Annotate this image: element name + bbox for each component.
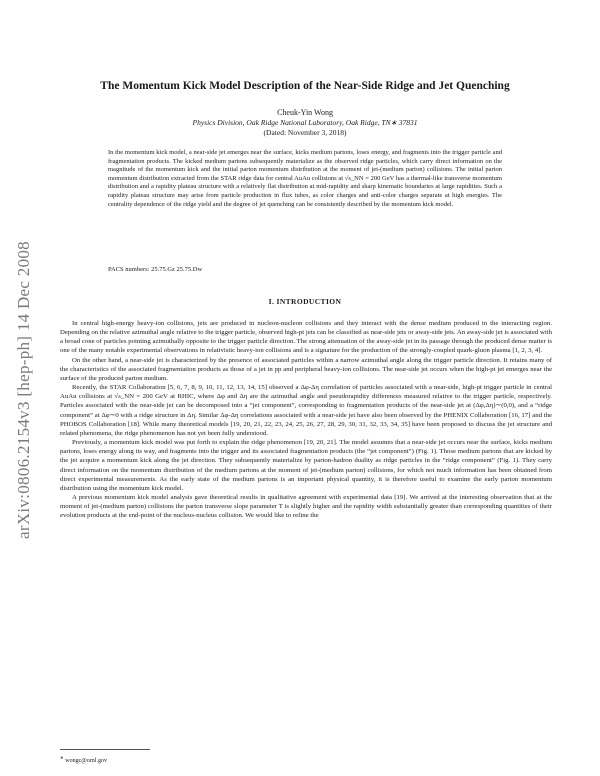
footnote-divider: [60, 749, 150, 750]
body-text: [60, 319, 552, 520]
section-heading: I. INTRODUCTION: [268, 297, 342, 306]
paragraph: A previous momentum kick model analysis gave theoretical results in qualitative agreement with experimental data [19]. We arrived at the interesting observation that at the moment of jet-(medium parton) collisions the parton transverse slope parameter T is slightly higher and the rapidity width substantially greater than corresponding quantities of their evolution products at the end-point of the nucleus-nucleus collision. We would like to refine the: [60, 493, 552, 520]
arxiv-identifier-text: arXiv:0806.2154v3 [hep-ph] 14 Dec 2008: [14, 241, 33, 539]
abstract: In the momentum kick model, a near-side jet emerges near the surface, kicks medium partons, loses energy, and fragments into the trigger particle and fragmentation products. The kicked medium partons subsequently materialize as the observed ridge particles, which carry direct information on the magnitude of the momentum kick and the initial parton momentum distribution at the moment of jet-(medium parton) collisions. The initial parton momentum distribution extracted from the STAR ridge data for central AuAu collisions at √s_NN = 200 GeV has a thermal-like transverse momentum distribution and a rapidity plateau structure with a relatively flat distribution at mid-rapidity and sharp kinematic boundaries at large rapidities. Such a rapidity plateau structure may arise from particle production in flux tubes, as color charges and anti-color charges separate at high energies. The centrality dependence of the ridge yield and the degree of jet quenching can be consistently described by the momentum kick model.: [108, 149, 502, 208]
footnote-marker: ∗: [60, 755, 64, 760]
arxiv-identifier: [4, 180, 44, 600]
paragraph: In central high-energy heavy-ion collisions, jets are produced in nucleon-nucleon collisions and they interact with the dense medium produced in the interacting region. Depending on the relative azimuthal angle relative to the trigger particle, observed high-pt jets can be classified as near-side jets or away-side jets. An away-side jet is associated with a broad cone of particles pointing azimuthally opposite to the trigger particle direction. The strong attenuation of the away-side jet in its passage through the produced dense matter is one of the many notable experimental observations in relativistic heavy-ion collisions and is a signature for the production of the strongly-coupled quark-gluon plasma [1, 2, 3, 4].: [60, 320, 552, 355]
date: (Dated: November 3, 2018): [263, 128, 347, 137]
author: Cheuk-Yin Wong: [277, 108, 333, 117]
affiliation: Physics Division, Oak Ridge National Laboratory, Oak Ridge, TN∗ 37831: [192, 118, 418, 127]
paragraph: Recently, the STAR Collaboration [5, 6, 7, 8, 9, 10, 11, 12, 13, 14, 15] observed a Δφ-Δη correlation of particles associated with a near-side, high-pt trigger particle in central AuAu collisions at √s_NN = 200 GeV at RHIC, where Δφ and Δη are the azimuthal angle and pseudorapidity differences measured relative to the trigger particle, respectively. Particles associated with the near-side jet can be decomposed into a “jet component”, corresponding to fragmentation products of the near-side jet at (Δφ,Δη)∼(0,0), and a “ridge component” at Δφ∼0 with a ridge structure in Δη. Similar Δφ-Δη correlations associated with a near-side jet have also been observed by the PHENIX Collaboration [16, 17] and the PHOBOS Collaboration [18]. While many theoretical models [19, 20, 21, 22, 23, 24, 25, 26, 27, 28, 29, 30, 31, 32, 33, 34, 35] have been proposed to discuss the jet structure and related phenomena, the ridge phenomenon has not yet been fully understood.: [60, 384, 552, 437]
footnote: [60, 755, 107, 764]
paragraph: Previously, a momentum kick model was put forth to explain the ridge phenomenon [19, 20, 21]. The model assumes that a near-side jet occurs near the surface, kicks medium partons, loses energy along its way, and fragments into the trigger and its associated fragmentation products (the “jet component”) (Fig. 1). Those medium partons that are kicked by the jet acquire a momentum kick along the jet direction. They subsequently materialize by parton-hadron duality as ridge particles in the “ridge component” (Fig. 1). They carry direct information on the momentum distribution of the medium partons at the moment of jet-(medium parton) collisions, for which not much information has been obtained from direct experimental measurements. As the early state of the medium partons is an important physical quantity, it is therefore useful to examine the early parton momentum distribution using the momentum kick model.: [60, 439, 552, 492]
paragraph: On the other hand, a near-side jet is characterized by the presence of associated particles within a narrow azimuthal angle along the trigger particle direction. It retains many of the characteristics of the associated fragmentation products as those of a jet in pp and peripheral heavy-ion collisions. The near-side jet occurs when the high-pt jet emerges near the surface of the produced parton medium.: [60, 356, 552, 382]
paper-title: The Momentum Kick Model Description of the Near-Side Ridge and Jet Quenching: [100, 80, 510, 92]
pacs-numbers: PACS numbers: 25.75.Gz 25.75.Dw: [108, 266, 203, 273]
footnote-email: wongc@ornl.gov: [65, 758, 107, 764]
